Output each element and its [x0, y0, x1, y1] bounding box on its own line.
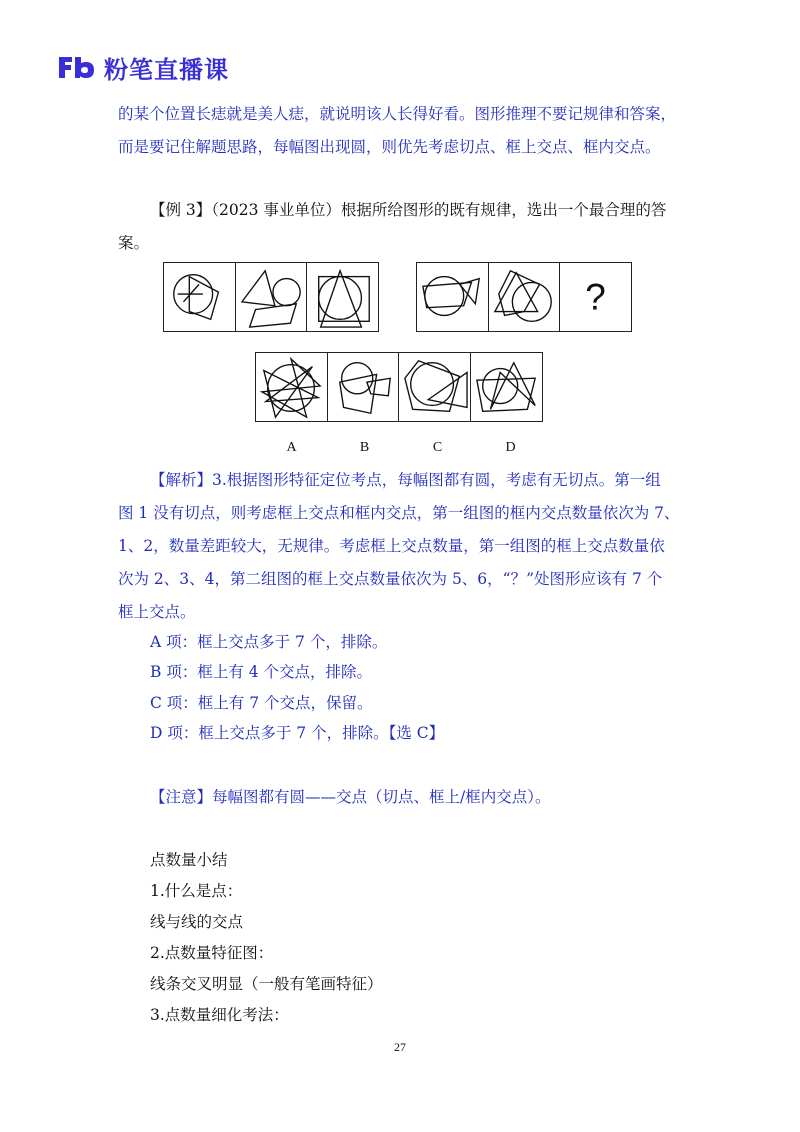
figure-panel-1 — [163, 262, 236, 332]
option-a-figure[interactable] — [255, 352, 328, 422]
analysis-line-4: 次为 2、3、4，第二组图的框上交点数量依次为 5、6，“？”处图形应该有 7 个 — [118, 570, 663, 588]
summary-item-2: 线与线的交点 — [150, 913, 244, 931]
option-label-b: B — [359, 440, 370, 455]
analysis-line-2: 图 1 没有切点，则考虑框上交点和框内交点，第一组图的框内交点数量依次为 7、 — [118, 504, 680, 522]
analysis-line-1: 【解析】3.根据图形特征定位考点，每幅图都有圆，考虑有无切点。第一组 — [150, 471, 661, 489]
analysis-line-5: 框上交点。 — [118, 603, 196, 621]
option-analysis-b: B 项：框上有 4 个交点，排除。 — [150, 663, 373, 681]
figure-panel-2 — [235, 262, 308, 332]
figure-panel-5 — [488, 262, 561, 332]
question-group-2 — [416, 262, 631, 332]
answer-options-row — [255, 352, 541, 422]
option-d-figure[interactable] — [470, 352, 543, 422]
option-label-a: A — [286, 440, 297, 455]
analysis-line-3: 1、2，数量差距较大，无规律。考虑框上交点数量，第一组图的框上交点数量依 — [118, 537, 665, 555]
brand-name: 粉笔直播课 — [104, 55, 229, 84]
summary-title: 点数量小结 — [150, 851, 228, 869]
figure-panel-question — [559, 262, 632, 332]
summary-item-4: 线条交叉明显（一般有笔画特征） — [150, 975, 383, 993]
option-labels — [255, 440, 552, 456]
page-number: 27 — [394, 1040, 406, 1054]
option-analysis-d: D 项：框上交点多于 7 个，排除。【选 C】 — [150, 724, 445, 742]
option-label-c: C — [432, 440, 443, 455]
example-question-line-1: 【例 3】（2023 事业单位）根据所给图形的既有规律，选出一个最合理的答 — [150, 201, 667, 219]
example-question-line-2: 案。 — [118, 234, 150, 252]
summary-item-1: 1.什么是点： — [150, 882, 243, 900]
figure-panel-4 — [416, 262, 489, 332]
note-line: 【注意】每幅图都有圆——交点（切点、框上/框内交点）。 — [150, 788, 551, 806]
intro-line-2: 而是要记住解题思路，每幅图出现圆，则优先考虑切点、框上交点、框内交点。 — [118, 138, 661, 156]
option-analysis-a: A 项：框上交点多于 7 个，排除。 — [150, 633, 388, 651]
option-b-figure[interactable] — [327, 352, 400, 422]
option-analysis-c: C 项：框上有 7 个交点，保留。 — [150, 694, 373, 712]
fb-logo-icon — [56, 53, 96, 81]
question-group-1 — [163, 262, 378, 332]
brand-logo — [56, 52, 229, 82]
figure-panel-3 — [306, 262, 379, 332]
option-label-d: D — [505, 440, 516, 455]
summary-item-3: 2.点数量特征图： — [150, 944, 274, 962]
summary-item-5: 3.点数量细化考法： — [150, 1006, 289, 1024]
question-mark: ? — [585, 276, 606, 318]
intro-line-1: 的某个位置长痣就是美人痣，就说明该人长得好看。图形推理不要记规律和答案， — [118, 105, 677, 123]
option-c-figure[interactable] — [398, 352, 471, 422]
